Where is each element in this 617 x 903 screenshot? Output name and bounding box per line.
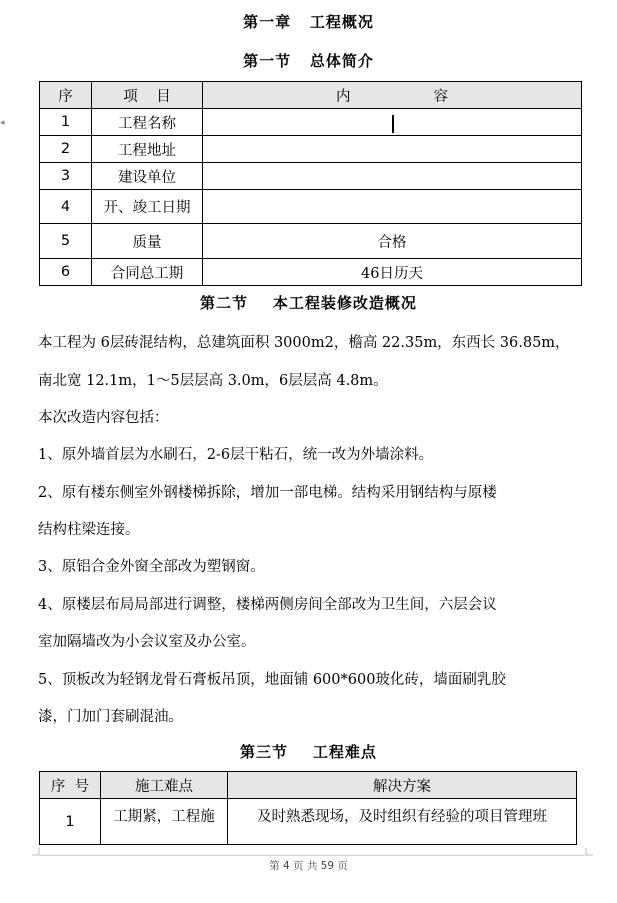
header-difficulty: 施工难点 xyxy=(101,772,228,799)
section3-title: 第三节 工程难点 xyxy=(240,743,377,761)
paragraph-line: 漆，门加门套刷混油。 xyxy=(38,709,183,725)
table-row xyxy=(40,136,582,163)
row-seq: 1 xyxy=(40,109,92,136)
header-seq: 序 xyxy=(40,82,92,109)
overview-header-row xyxy=(40,82,582,109)
difficulty-table xyxy=(39,771,577,845)
paragraph-line: 5、顶板改为轻钢龙骨石膏板吊顶，地面铺 600*600玻化砖，墙面刷乳胶 xyxy=(38,672,506,688)
row-content[interactable] xyxy=(203,190,582,224)
overview-table xyxy=(39,81,582,286)
row-seq: 5 xyxy=(40,224,92,259)
row-seq: 2 xyxy=(40,136,92,163)
paragraph-line: 4、原楼层布局局部进行调整，楼梯两侧房间全部改为卫生间，六层会议 xyxy=(38,597,497,613)
paragraph-line: 本工程为 6层砖混结构，总建筑面积 3000m2，檐高 22.35m，东西长 36.85m， xyxy=(38,335,570,351)
table-row xyxy=(40,109,582,136)
table-row xyxy=(40,224,582,259)
row-content[interactable] xyxy=(203,136,582,163)
header-item: 项 目 xyxy=(92,82,203,109)
header-content: 内 容 xyxy=(203,82,582,109)
page-footer: 第 4 页 共 59 页 xyxy=(269,860,348,872)
row-item: 开、竣工日期 xyxy=(92,190,203,224)
paragraph-line: 南北宽 12.1m，1～5层层高 3.0m，6层层高 4.8m。 xyxy=(38,373,388,389)
paragraph-line: 室加隔墙改为小会议室及办公室。 xyxy=(38,634,256,650)
row-difficulty: 工期紧，工程施 xyxy=(101,799,228,845)
header-solution: 解决方案 xyxy=(228,772,577,799)
table-row xyxy=(40,259,582,286)
row-solution: 及时熟悉现场，及时组织有经验的项目管理班 xyxy=(228,799,577,845)
paragraph-line: 2、原有楼东侧室外钢楼梯拆除，增加一部电梯。结构采用钢结构与原楼 xyxy=(38,485,497,501)
row-seq: 1 xyxy=(40,799,101,845)
header-seq: 序 号 xyxy=(40,772,101,799)
section2-title: 第二节 本工程装修改造概况 xyxy=(200,294,417,312)
row-content[interactable]: 合格 xyxy=(203,224,582,259)
table-row xyxy=(40,799,577,845)
row-seq: 3 xyxy=(40,163,92,190)
row-seq: 4 xyxy=(40,190,92,224)
table-row xyxy=(40,163,582,190)
row-item: 质量 xyxy=(92,224,203,259)
section1-title: 第一节 总体简介 xyxy=(243,52,374,70)
chapter-title: 第一章 工程概况 xyxy=(243,13,374,31)
paragraph-line: 3、原铝合金外窗全部改为塑钢窗。 xyxy=(38,559,265,575)
row-item: 工程名称 xyxy=(92,109,203,136)
row-content[interactable]: 46日历天 xyxy=(203,259,582,286)
row-item: 工程地址 xyxy=(92,136,203,163)
paragraph-line: 本次改造内容包括： xyxy=(38,410,169,426)
row-content[interactable] xyxy=(203,163,582,190)
row-seq: 6 xyxy=(40,259,92,286)
page-corner-mark-icon xyxy=(32,848,40,856)
page-break-line xyxy=(40,855,585,856)
difficulty-header-row xyxy=(40,772,577,799)
table-row xyxy=(40,190,582,224)
margin-marker: ◂ xyxy=(0,118,5,128)
text-cursor xyxy=(392,115,394,133)
paragraph-line: 结构柱梁连接。 xyxy=(38,522,140,538)
paragraph-line: 1、原外墙首层为水刷石，2-6层干粘石，统一改为外墙涂料。 xyxy=(38,447,434,463)
row-item: 建设单位 xyxy=(92,163,203,190)
row-item: 合同总工期 xyxy=(92,259,203,286)
page-corner-mark-icon xyxy=(585,848,593,856)
